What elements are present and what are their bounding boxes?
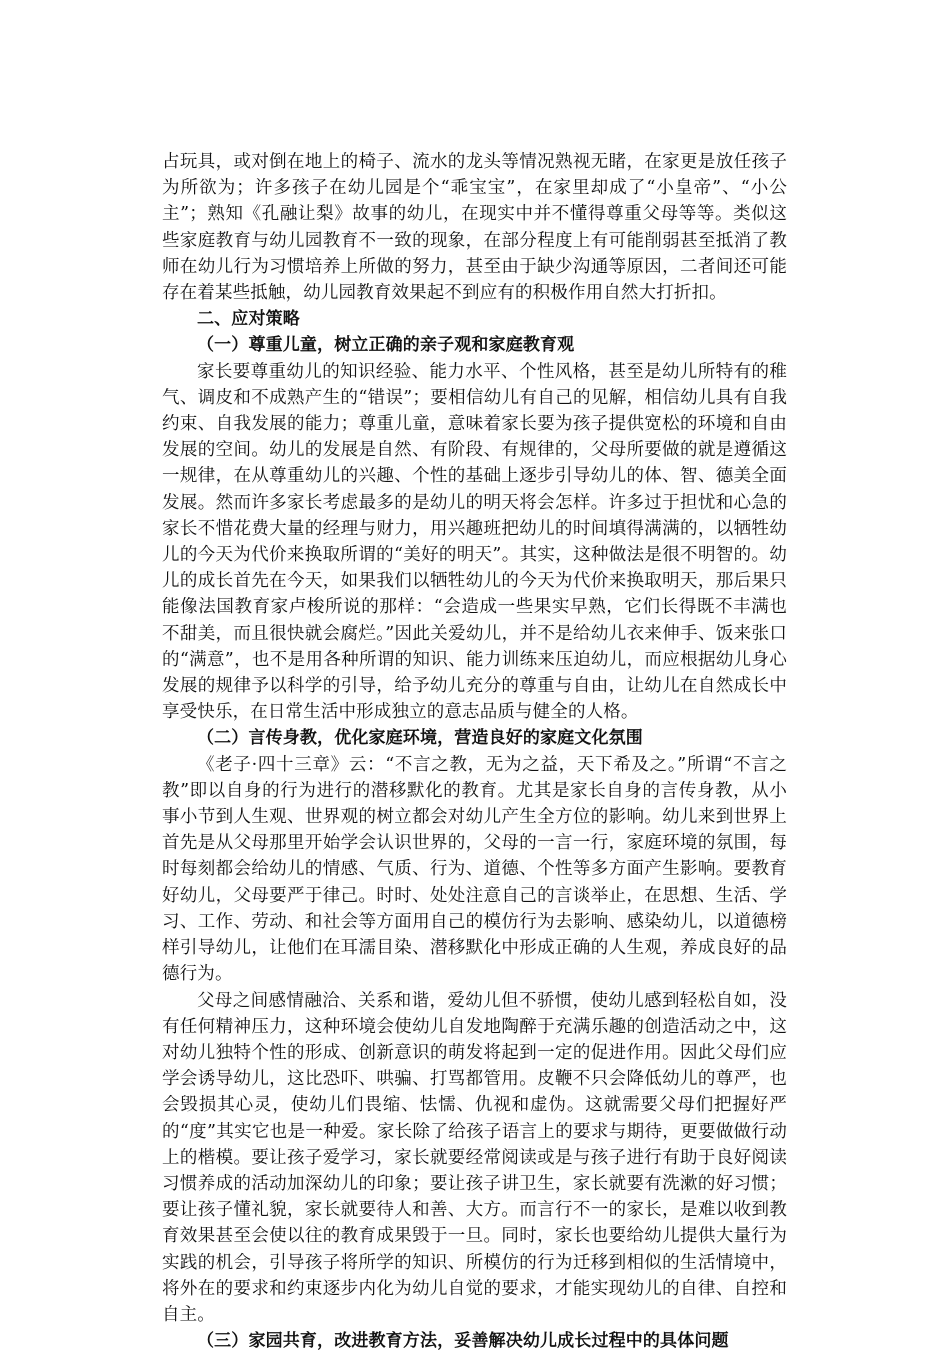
section-heading-strategies: 二、应对策略 [197, 309, 300, 330]
paragraph-laozi-quote: 《老子·四十三章》云：“不言之教，无为之益，天下希及之。”所谓“不言之教”即以自身的行为进行的潜移默化的教育。尤其是家长自身的言传身教，从小事小节到人生观、世界观的树立都会对幼儿产生全方位的影响。幼儿来到世界上首先是从父母那里开始学会认识世界的，父母的一言一行，家庭环境的氛围，每时每刻都会给幼儿的情感、气质、行为、道德、个性等多方面产生影响。要教育好幼儿，父母要严于律己。时时、处处注意自己的言谈举止，在思想、生活、学习、工作、劳动、和社会等方面用自己的模仿行为去影响、感染幼儿，以道德榜样引导幼儿，让他们在耳濡目染、潜移默化中形成正确的人生观，养成良好的品德行为。 [162, 754, 787, 985]
subsection-heading-1: （一）尊重儿童，树立正确的亲子观和家庭教育观 [197, 335, 575, 356]
subsection-heading-2: （二）言传身教，优化家庭环境，营造良好的家庭文化氛围 [197, 728, 643, 749]
paragraph-continued: 占玩具，或对倒在地上的椅子、流水的龙头等情况熟视无睹，在家更是放任孩子为所欲为；许多孩子在幼儿园是个“乖宝宝”，在家里却成了“小皇帝”、“小公主”；熟知《孔融让梨》故事的幼儿，在现实中并不懂得尊重父母等等。类似这些家庭教育与幼儿园教育不一致的现象，在部分程度上有可能削弱甚至抵消了教师在幼儿行为习惯培养上所做的努力，甚至由于缺少沟通等原因，二者间还可能存在着某些抵触，幼儿园教育效果起不到应有的积极作用自然大打折扣。 [162, 152, 787, 304]
paragraph-respect-children: 家长要尊重幼儿的知识经验、能力水平、个性风格，甚至是幼儿所特有的稚气、调皮和不成熟产生的“错误”；要相信幼儿有自己的见解，相信幼儿具有自我约束、自我发展的能力；尊重儿童，意味着家长要为孩子提供宽松的环境和自由发展的空间。幼儿的发展是自然、有阶段、有规律的，父母所要做的就是遵循这一规律，在从尊重幼儿的兴趣、个性的基础上逐步引导幼儿的体、智、德美全面发展。然而许多家长考虑最多的是幼儿的明天将会怎样。许多过于担忧和心急的家长不惜花费大量的经理与财力，用兴趣班把幼儿的时间填得满满的，以牺牲幼儿的今天为代价来换取所谓的“美好的明天”。其实，这种做法是很不明智的。幼儿的成长首先在今天，如果我们以牺牲幼儿的今天为代价来换取明天，那后果只能像法国教育家卢梭所说的那样：“会造成一些果实早熟，它们长得既不丰满也不甜美，而且很快就会腐烂。”因此关爱幼儿，并不是给幼儿衣来伸手、饭来张口的“满意”，也不是用各种所谓的知识、能力训练来压迫幼儿，而应根据幼儿身心发展的规律予以科学的引导，给予幼儿充分的尊重与自由，让幼儿在自然成长中享受快乐，在日常生活中形成独立的意志品质与健全的人格。 [162, 361, 787, 723]
paragraph-parent-harmony: 父母之间感情融洽、关系和谐，爱幼儿但不骄惯，使幼儿感到轻松自如，没有任何精神压力，这种环境会使幼儿自发地陶醉于充满乐趣的创造活动之中，这对幼儿独特个性的形成、创新意识的萌发将起到一定的促进作用。因此父母们应学会诱导幼儿，这比恐吓、哄骗、打骂都管用。皮鞭不只会降低幼儿的尊严，也会毁损其心灵，使幼儿们畏缩、怯懦、仇视和虚伪。这就需要父母们把握好严的“度”其实它也是一种爱。家长除了给孩子语言上的要求与期待，更要做做行动上的楷模。要让孩子爱学习，家长就要经常阅读或是与孩子进行有助于良好阅读习惯养成的活动加深幼儿的印象；要让孩子讲卫生，家长就要有洗漱的好习惯；要让孩子懂礼貌，家长就要待人和善、大方。而言行不一的家长，是难以收到教育效果甚至会使以往的教育成果毁于一旦。同时，家长也要给幼儿提供大量行为实践的机会，引导孩子将所学的知识、所模仿的行为迁移到相似的生活情境中，将外在的要求和约束逐步内化为幼儿自觉的要求，才能实现幼儿的自律、自控和自主。 [162, 990, 787, 1325]
document-body [162, 149, 787, 1354]
subsection-heading-3: （三）家园共育，改进教育方法，妥善解决幼儿成长过程中的具体问题 [197, 1331, 729, 1352]
